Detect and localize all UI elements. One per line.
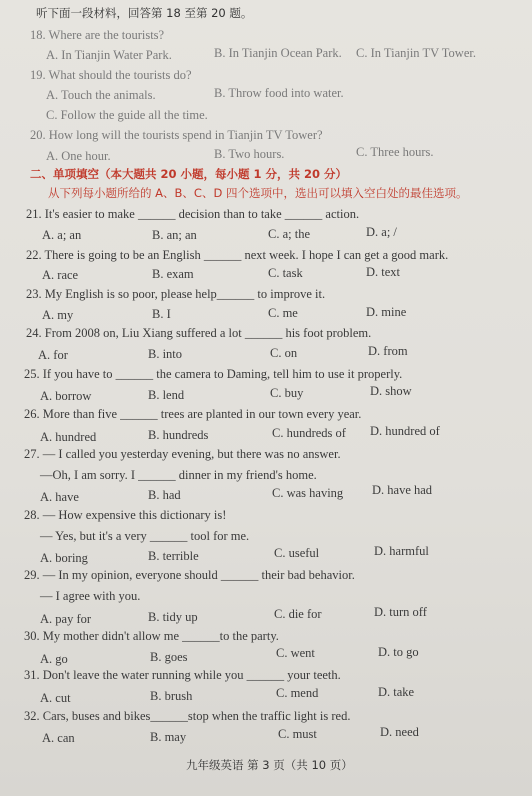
q29-option-b: B. tidy up — [148, 610, 198, 624]
q26-option-a: A. hundred — [40, 430, 97, 444]
q21-option-d: D. a; / — [366, 225, 397, 239]
q30-option-d: D. to go — [378, 645, 419, 659]
q23-option-d: D. mine — [366, 305, 407, 319]
q21-option-b: B. an; an — [152, 228, 197, 242]
q19-option-b: B. Throw food into water. — [214, 86, 344, 100]
q19-option-c: C. Follow the guide all the time. — [46, 108, 208, 122]
q24-option-a: A. for — [38, 348, 68, 362]
q18-option-c: C. In Tianjin TV Tower. — [356, 46, 476, 60]
question-25: 25. If you have to ______ the camera to Daming, tell him to use it properly. — [24, 367, 403, 381]
q31-option-a: A. cut — [40, 691, 71, 705]
q20-option-b: B. Two hours. — [214, 147, 285, 161]
q24-option-b: B. into — [148, 347, 183, 361]
q28-option-a: A. boring — [40, 551, 88, 565]
question-26: 26. More than five ______ trees are planted in our town every year. — [24, 407, 362, 421]
q23-option-c: C. me — [268, 306, 298, 320]
q26-option-c: C. hundreds of — [272, 426, 346, 440]
q25-option-d: D. show — [370, 384, 412, 398]
q30-option-a: A. go — [40, 652, 68, 666]
question-30: 30. My mother didn't allow me ______to the party. — [24, 629, 279, 643]
q20-option-c: C. Three hours. — [356, 145, 434, 159]
question-24: 24. From 2008 on, Liu Xiang suffered a lot ______ his foot problem. — [26, 326, 372, 340]
q24-option-d: D. from — [368, 344, 408, 358]
q18-option-b: B. In Tianjin Ocean Park. — [214, 46, 342, 60]
section-2-instruction: 从下列每小题所给的 A、B、C、D 四个选项中，选出可以填入空白处的最佳选项。 — [48, 186, 468, 200]
q31-option-b: B. brush — [150, 689, 193, 703]
question-21: 21. It's easier to make ______ decision than to take ______ action. — [26, 207, 360, 221]
question-28-reply: — Yes, but it's a very ______ tool for me. — [40, 529, 250, 543]
listening-instruction: 听下面一段材料，回答第 18 至第 20 题。 — [36, 6, 253, 20]
q25-option-c: C. buy — [270, 386, 304, 400]
q30-option-b: B. goes — [150, 650, 188, 664]
q18-option-a: A. In Tianjin Water Park. — [46, 48, 172, 62]
q27-option-c: C. was having — [272, 486, 344, 500]
q30-option-c: C. went — [276, 646, 315, 660]
q32-option-c: C. must — [278, 727, 317, 741]
q23-option-b: B. I — [152, 307, 171, 321]
q24-option-c: C. on — [270, 346, 298, 360]
q32-option-d: D. need — [380, 725, 419, 739]
q26-option-b: B. hundreds — [148, 428, 209, 442]
q28-option-b: B. terrible — [148, 549, 199, 563]
q27-option-b: B. had — [148, 488, 181, 502]
question-31: 31. Don't leave the water running while you ______ your teeth. — [24, 668, 341, 682]
question-19: 19. What should the tourists do? — [30, 68, 192, 82]
q27-option-a: A. have — [40, 490, 79, 504]
q28-option-c: C. useful — [274, 546, 320, 560]
q32-option-a: A. can — [42, 731, 75, 745]
question-29-reply: — I agree with you. — [40, 589, 141, 603]
q22-option-c: C. task — [268, 266, 303, 280]
q19-option-a: A. Touch the animals. — [46, 88, 156, 102]
q26-option-d: D. hundred of — [370, 424, 440, 438]
question-22: 22. There is going to be an English ______ next week. I hope I can get a good mark. — [26, 248, 449, 262]
q31-option-d: D. take — [378, 685, 415, 699]
question-32: 32. Cars, buses and bikes______stop when the traffic light is red. — [24, 709, 351, 723]
q25-option-a: A. borrow — [40, 389, 92, 403]
q29-option-d: D. turn off — [374, 605, 427, 619]
question-18: 18. Where are the tourists? — [30, 28, 165, 42]
q25-option-b: B. lend — [148, 388, 185, 402]
q29-option-a: A. pay for — [40, 612, 92, 626]
q31-option-c: C. mend — [276, 686, 319, 700]
q27-option-d: D. have had — [372, 483, 433, 497]
q21-option-a: A. a; an — [42, 228, 82, 242]
q28-option-d: D. harmful — [374, 544, 429, 558]
question-23: 23. My English is so poor, please help______ to improve it. — [26, 287, 326, 301]
question-28: 28. — How expensive this dictionary is! — [24, 508, 227, 522]
question-27-reply: —Oh, I am sorry. I ______ dinner in my friend's home. — [40, 468, 317, 482]
q22-option-d: D. text — [366, 265, 401, 279]
q32-option-b: B. may — [150, 730, 187, 744]
q29-option-c: C. die for — [274, 607, 322, 621]
q22-option-b: B. exam — [152, 267, 194, 281]
question-20: 20. How long will the tourists spend in Tianjin TV Tower? — [30, 128, 323, 142]
section-2-title: 二、单项填空（本大题共 20 小题，每小题 1 分，共 20 分） — [30, 167, 348, 181]
q23-option-a: A. my — [42, 308, 74, 322]
q21-option-c: C. a; the — [268, 227, 311, 241]
question-27: 27. — I called you yesterday evening, but there was no answer. — [24, 447, 341, 461]
page-footer: 九年级英语 第 3 页（共 10 页） — [186, 758, 353, 772]
question-29: 29. — In my opinion, everyone should ______ their bad behavior. — [24, 568, 355, 582]
q22-option-a: A. race — [42, 268, 79, 282]
q20-option-a: A. One hour. — [46, 149, 111, 163]
